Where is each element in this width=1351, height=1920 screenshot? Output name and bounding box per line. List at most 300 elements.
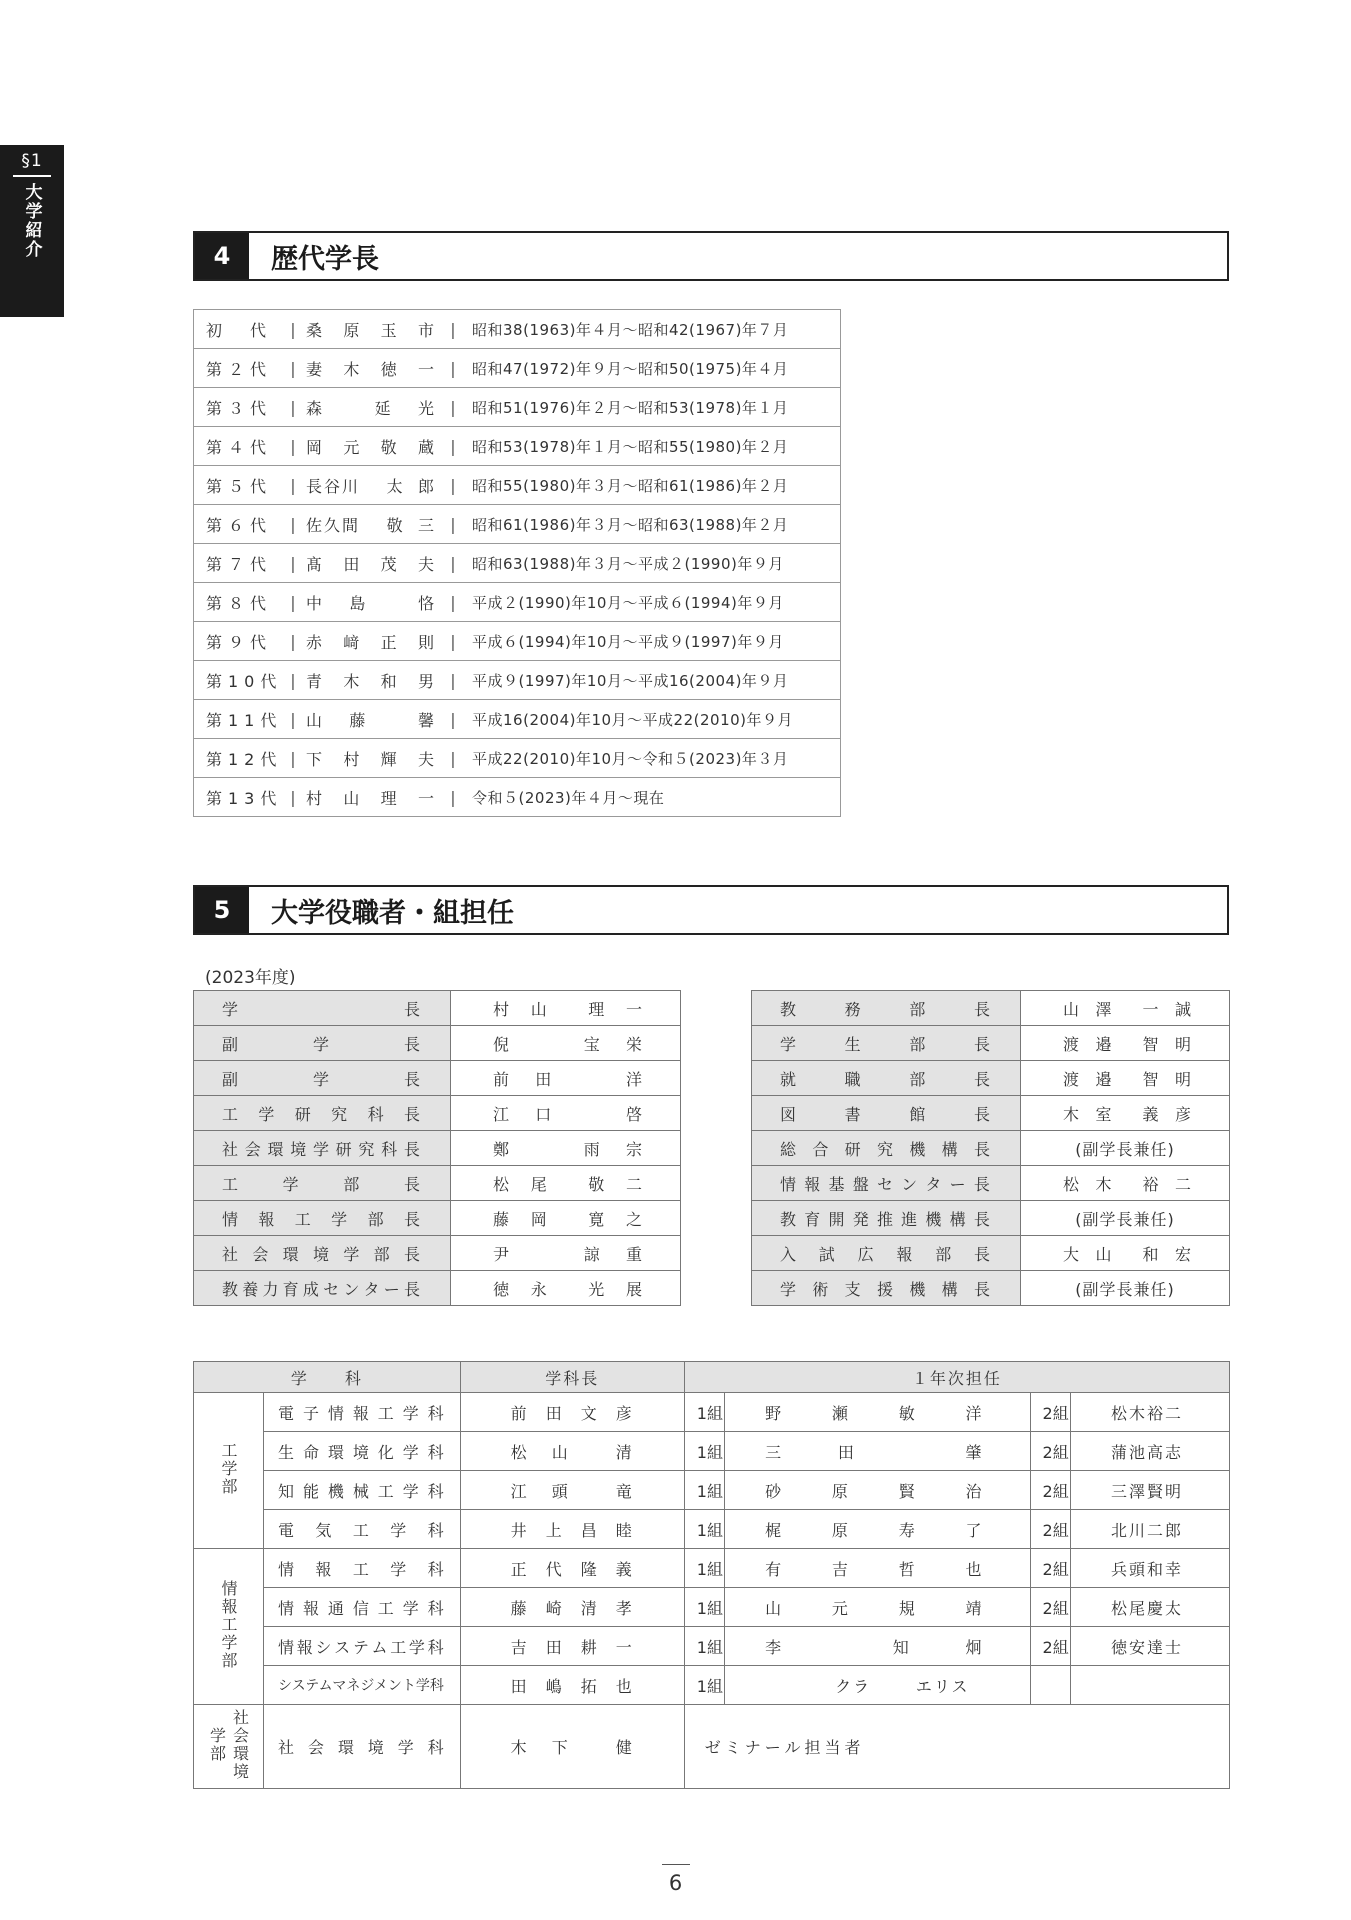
separator: | bbox=[286, 544, 300, 583]
officer-name bbox=[451, 1201, 681, 1236]
name-char: 子 bbox=[302, 1403, 321, 1423]
officer-role-text bbox=[780, 1277, 992, 1300]
name-char: 科 bbox=[427, 1403, 446, 1423]
name-char: 会 bbox=[252, 1244, 271, 1264]
officer-role bbox=[752, 1061, 1021, 1096]
name-char: 力 bbox=[262, 1279, 281, 1299]
name-char: 正 bbox=[380, 632, 399, 652]
name-char: 孝 bbox=[615, 1598, 634, 1618]
name-char: 電 bbox=[278, 1520, 297, 1540]
teacher-chars bbox=[765, 1401, 983, 1424]
separator: | bbox=[446, 427, 460, 466]
name-char: 男 bbox=[417, 671, 436, 691]
group-1-teacher bbox=[725, 1627, 1030, 1666]
officer-row bbox=[752, 1236, 1230, 1271]
group-2-label: 2組 bbox=[1030, 1627, 1070, 1666]
name-char: 副 bbox=[222, 1069, 241, 1089]
name-char: 敬 bbox=[588, 1174, 607, 1194]
group-1-label: 1組 bbox=[684, 1471, 724, 1510]
name-char: 和 bbox=[1146, 1559, 1165, 1579]
group-2-teacher bbox=[1070, 1510, 1229, 1549]
officer-role bbox=[194, 1236, 451, 1271]
name-char: 養 bbox=[242, 1279, 261, 1299]
name-char: 学 bbox=[402, 1442, 421, 1462]
president-order: 第６代 bbox=[194, 505, 287, 544]
president-row bbox=[194, 310, 841, 349]
name-char: 部 bbox=[935, 1244, 954, 1264]
department-name-text bbox=[278, 1735, 446, 1758]
name-char: 知 bbox=[892, 1637, 911, 1657]
group-2-teacher bbox=[1070, 1471, 1229, 1510]
name-char: 工 bbox=[352, 1559, 371, 1579]
name-char: 工 bbox=[222, 1104, 241, 1124]
department-name-text bbox=[278, 1479, 446, 1502]
separator: | bbox=[446, 388, 460, 427]
name-char: 副 bbox=[222, 1034, 241, 1054]
name-char: 開 bbox=[828, 1209, 847, 1229]
name-char: 化 bbox=[377, 1442, 396, 1462]
fiscal-year-note: (2023年度) bbox=[205, 968, 296, 988]
president-name-chars bbox=[306, 747, 446, 770]
name-char: 賢 bbox=[898, 1481, 917, 1501]
name-char: 科 bbox=[427, 1520, 446, 1540]
name-char: 推 bbox=[876, 1209, 895, 1229]
name-char: 気 bbox=[315, 1520, 334, 1540]
section-number: §1 bbox=[21, 151, 43, 171]
separator: | bbox=[286, 739, 300, 778]
president-name bbox=[300, 388, 446, 427]
name-char: 一 bbox=[1142, 999, 1161, 1019]
name-char: 尹 bbox=[493, 1244, 512, 1264]
officer-row bbox=[752, 1131, 1230, 1166]
officer-row bbox=[194, 1201, 681, 1236]
name-char: 信 bbox=[352, 1598, 371, 1618]
president-row bbox=[194, 583, 841, 622]
name-char: 長 bbox=[973, 1279, 992, 1299]
department-head-chars bbox=[511, 1635, 634, 1658]
name-char: 高 bbox=[1146, 1442, 1165, 1462]
name-char: 研 bbox=[335, 1139, 354, 1159]
name-char: 環 bbox=[327, 1442, 346, 1462]
teacher-chars bbox=[1111, 1518, 1183, 1541]
name-char: 木 bbox=[343, 671, 362, 691]
name-char: 士 bbox=[1164, 1637, 1183, 1657]
name-char: 髙 bbox=[306, 554, 325, 574]
name-char: 科 bbox=[427, 1559, 446, 1579]
name-char: 智 bbox=[1142, 1069, 1161, 1089]
name-char: 啓 bbox=[625, 1104, 644, 1124]
group-2-teacher bbox=[1070, 1549, 1229, 1588]
separator: | bbox=[286, 583, 300, 622]
departments-homeroom-table bbox=[193, 1361, 1230, 1789]
president-term: 昭和53(1978)年１月〜昭和55(1980)年２月 bbox=[460, 427, 841, 466]
name-char: 田 bbox=[545, 1403, 564, 1423]
name-char: 木 bbox=[1095, 1174, 1114, 1194]
group-2-label: 2組 bbox=[1030, 1549, 1070, 1588]
name-char: 大 bbox=[1063, 1244, 1082, 1264]
name-char: 藤 bbox=[349, 710, 368, 730]
name-char: ン bbox=[901, 1174, 920, 1194]
name-char: 教 bbox=[222, 1279, 241, 1299]
president-name bbox=[300, 661, 446, 700]
officer-name bbox=[451, 1236, 681, 1271]
name-char: 報 bbox=[302, 1598, 321, 1618]
name-char: 清 bbox=[580, 1598, 599, 1618]
officer-name bbox=[1021, 1236, 1230, 1271]
name-char: 諒 bbox=[583, 1244, 602, 1264]
name-char: 澤 bbox=[1095, 999, 1114, 1019]
name-char: 情 bbox=[222, 1209, 241, 1229]
name-char: 報 bbox=[296, 1637, 315, 1657]
group-1-teacher bbox=[725, 1393, 1030, 1432]
section-heading-title: 歴代学長 bbox=[271, 243, 379, 275]
name-char: 社 bbox=[222, 1244, 241, 1264]
name-char: 社 bbox=[278, 1738, 297, 1757]
department-head bbox=[460, 1627, 684, 1666]
group-2-teacher bbox=[1070, 1393, 1229, 1432]
name-char: 雨 bbox=[583, 1139, 602, 1159]
name-char: 澤 bbox=[1128, 1481, 1147, 1501]
name-char: 会 bbox=[307, 1738, 326, 1757]
group-1-teacher bbox=[725, 1510, 1030, 1549]
name-char: 究 bbox=[331, 1104, 350, 1124]
president-term: 昭和38(1963)年４月〜昭和42(1967)年７月 bbox=[460, 310, 841, 349]
name-char: 部 bbox=[367, 1209, 386, 1229]
officer-role bbox=[194, 991, 451, 1026]
name-char: 玉 bbox=[380, 320, 399, 340]
name-char: ー bbox=[949, 1174, 968, 1194]
name-char: 工 bbox=[377, 1598, 396, 1618]
name-char: 山 bbox=[765, 1598, 784, 1618]
separator: | bbox=[286, 661, 300, 700]
department-name bbox=[264, 1588, 461, 1627]
name-char: 頭 bbox=[1128, 1559, 1147, 1579]
officer-role-text bbox=[780, 1207, 992, 1230]
separator: | bbox=[286, 466, 300, 505]
separator: | bbox=[286, 427, 300, 466]
name-char: 工 bbox=[352, 1520, 371, 1540]
name-char: 発 bbox=[852, 1209, 871, 1229]
name-char: 松 bbox=[1110, 1598, 1129, 1618]
name-char: 北 bbox=[1110, 1520, 1129, 1540]
president-row bbox=[194, 700, 841, 739]
officer-role bbox=[752, 1096, 1021, 1131]
officer-name-chars bbox=[493, 1242, 644, 1265]
name-char: 書 bbox=[844, 1104, 863, 1124]
section-heading-presidents bbox=[193, 231, 1229, 281]
president-name bbox=[300, 349, 446, 388]
president-row bbox=[194, 388, 841, 427]
name-char: 砂 bbox=[765, 1481, 784, 1501]
name-char: 情 bbox=[278, 1598, 297, 1618]
name-char: 輝 bbox=[380, 749, 399, 769]
name-char: 森 bbox=[306, 398, 325, 418]
name-char: 知 bbox=[278, 1481, 297, 1501]
name-char: 械 bbox=[352, 1481, 371, 1501]
name-char: 機 bbox=[909, 1279, 928, 1299]
president-order: 第５代 bbox=[194, 466, 287, 505]
department-head-chars bbox=[511, 1518, 634, 1541]
name-char: 茂 bbox=[380, 554, 399, 574]
department-name bbox=[264, 1471, 461, 1510]
name-char: 境 bbox=[367, 1738, 386, 1757]
name-char: 田 bbox=[343, 554, 362, 574]
name-char: 原 bbox=[343, 320, 362, 340]
name-char: 報 bbox=[896, 1244, 915, 1264]
name-char: 恪 bbox=[417, 593, 436, 613]
group-2-teacher bbox=[1070, 1432, 1229, 1471]
president-order: 第８代 bbox=[194, 583, 287, 622]
officer-name bbox=[451, 1061, 681, 1096]
officer-role bbox=[194, 1271, 451, 1306]
name-char: 究 bbox=[876, 1139, 895, 1159]
president-name-chars bbox=[306, 669, 446, 692]
name-char: 一 bbox=[417, 359, 436, 379]
name-char: 命 bbox=[302, 1442, 321, 1462]
separator: | bbox=[286, 310, 300, 349]
name-char: 彦 bbox=[1174, 1104, 1193, 1124]
officer-name bbox=[451, 1271, 681, 1306]
name-char: エリス bbox=[915, 1676, 970, 1696]
name-char: 部 bbox=[909, 1069, 928, 1089]
name-char: 三 bbox=[417, 515, 436, 535]
name-char: 報 bbox=[804, 1174, 823, 1194]
officer-note: (副学長兼任) bbox=[1021, 1201, 1230, 1236]
president-row bbox=[194, 622, 841, 661]
name-char: 職 bbox=[844, 1069, 863, 1089]
officer-role bbox=[752, 991, 1021, 1026]
officer-role bbox=[752, 1166, 1021, 1201]
separator: | bbox=[286, 778, 300, 817]
name-char: 環 bbox=[337, 1738, 356, 1757]
officer-name-chars bbox=[493, 1172, 644, 1195]
president-term: 平成９(1997)年10月〜平成16(2004)年９月 bbox=[460, 661, 841, 700]
president-name-chars bbox=[306, 513, 446, 536]
president-order: 第11代 bbox=[194, 700, 287, 739]
name-char: 科 bbox=[427, 1637, 446, 1657]
department-name-text bbox=[278, 1401, 446, 1424]
president-name-chars bbox=[306, 708, 446, 731]
name-char: 竜 bbox=[615, 1481, 634, 1501]
officer-name bbox=[1021, 1026, 1230, 1061]
department-row bbox=[194, 1471, 1230, 1510]
name-char: 夫 bbox=[417, 749, 436, 769]
name-char: 光 bbox=[417, 398, 436, 418]
name-char: タ bbox=[363, 1279, 382, 1299]
name-char: 長 bbox=[403, 1104, 422, 1124]
faculty-label bbox=[194, 1393, 264, 1549]
department-head-chars bbox=[511, 1596, 634, 1619]
name-char: 有 bbox=[765, 1559, 784, 1579]
president-row bbox=[194, 349, 841, 388]
seminar-note: ゼミナール担当者 bbox=[684, 1705, 1229, 1789]
name-char: 下 bbox=[551, 1738, 570, 1757]
section-side-tab bbox=[0, 145, 64, 317]
group-1-label: 1組 bbox=[684, 1549, 724, 1588]
name-char: 村 bbox=[493, 999, 512, 1019]
department-row bbox=[194, 1432, 1230, 1471]
name-char: 学 bbox=[408, 1637, 427, 1657]
teacher-chars bbox=[1111, 1479, 1183, 1502]
department-row bbox=[194, 1510, 1230, 1549]
name-char: 拓 bbox=[580, 1676, 599, 1696]
officer-name-chars bbox=[493, 997, 644, 1020]
name-char: 重 bbox=[625, 1244, 644, 1264]
name-char: 山 bbox=[306, 710, 325, 730]
name-char: 科 bbox=[367, 1104, 386, 1124]
name-char: 究 bbox=[358, 1139, 377, 1159]
name-char: 山 bbox=[343, 788, 362, 808]
name-char: 学 bbox=[402, 1598, 421, 1618]
name-char: 則 bbox=[417, 632, 436, 652]
president-name bbox=[300, 427, 446, 466]
officer-name-chars bbox=[493, 1277, 644, 1300]
president-name-chars bbox=[306, 435, 446, 458]
name-char: 合 bbox=[812, 1139, 831, 1159]
officer-row bbox=[194, 1271, 681, 1306]
name-char: 長 bbox=[403, 999, 422, 1019]
name-char: テ bbox=[352, 1637, 371, 1657]
officer-row bbox=[752, 1201, 1230, 1236]
officer-row bbox=[194, 1236, 681, 1271]
teacher-chars bbox=[1111, 1635, 1183, 1658]
department-name bbox=[264, 1432, 461, 1471]
name-char: 妻 bbox=[306, 359, 325, 379]
officer-name-chars bbox=[493, 1032, 644, 1055]
separator: | bbox=[446, 778, 460, 817]
president-term: 平成６(1994)年10月〜平成９(1997)年９月 bbox=[460, 622, 841, 661]
name-char: 郎 bbox=[417, 476, 436, 496]
name-char: 寛 bbox=[588, 1209, 607, 1229]
name-char: 馨 bbox=[417, 710, 436, 730]
name-char: 進 bbox=[901, 1209, 920, 1229]
name-char: 社 bbox=[222, 1139, 241, 1159]
name-char: 義 bbox=[615, 1559, 634, 1579]
separator: | bbox=[286, 505, 300, 544]
name-char: 構 bbox=[941, 1279, 960, 1299]
name-char: 昌 bbox=[580, 1520, 599, 1540]
name-char: 敬 bbox=[386, 515, 405, 535]
name-char: 山 bbox=[530, 999, 549, 1019]
name-char: 学 bbox=[402, 1403, 421, 1423]
name-char: 機 bbox=[925, 1209, 944, 1229]
name-char: 尾 bbox=[530, 1174, 549, 1194]
page-number: 6 bbox=[668, 1871, 683, 1895]
name-char: 規 bbox=[898, 1598, 917, 1618]
name-char: 村 bbox=[306, 788, 325, 808]
group-2-teacher bbox=[1070, 1666, 1229, 1705]
name-char: ン bbox=[343, 1279, 362, 1299]
name-char: 二 bbox=[625, 1174, 644, 1194]
president-name bbox=[300, 739, 446, 778]
officer-row bbox=[194, 1131, 681, 1166]
department-head bbox=[460, 1471, 684, 1510]
officer-role-text bbox=[780, 1242, 992, 1265]
name-char: 環 bbox=[282, 1244, 301, 1264]
officer-role-text bbox=[222, 1102, 422, 1125]
name-char: 宝 bbox=[583, 1034, 602, 1054]
name-char: 梶 bbox=[765, 1520, 784, 1540]
separator: | bbox=[446, 661, 460, 700]
president-term: 令和５(2023)年４月〜現在 bbox=[460, 778, 841, 817]
faculty-label bbox=[194, 1705, 264, 1789]
name-char: クラ bbox=[835, 1676, 872, 1696]
name-char: 赤 bbox=[306, 632, 325, 652]
separator: | bbox=[286, 349, 300, 388]
president-order: 第９代 bbox=[194, 622, 287, 661]
name-char: 学 bbox=[402, 1481, 421, 1501]
name-char: 生 bbox=[844, 1034, 863, 1054]
department-row bbox=[194, 1549, 1230, 1588]
name-char: 郎 bbox=[1164, 1520, 1183, 1540]
name-char: 義 bbox=[1142, 1104, 1161, 1124]
group-1-label: 1組 bbox=[684, 1510, 724, 1549]
separator: | bbox=[446, 583, 460, 622]
president-order: 第７代 bbox=[194, 544, 287, 583]
name-char: 口 bbox=[535, 1104, 554, 1124]
name-char: 情 bbox=[278, 1559, 297, 1579]
page-number-rule bbox=[662, 1864, 690, 1865]
teacher-chars bbox=[765, 1557, 983, 1580]
name-char: 室 bbox=[1095, 1104, 1114, 1124]
name-char: 部 bbox=[909, 999, 928, 1019]
name-char: 会 bbox=[244, 1139, 263, 1159]
name-char: 学 bbox=[343, 1244, 362, 1264]
name-char: 松 bbox=[510, 1442, 529, 1462]
name-char: 研 bbox=[294, 1104, 313, 1124]
name-char: 桑 bbox=[306, 320, 325, 340]
separator: | bbox=[446, 310, 460, 349]
president-name-chars bbox=[306, 474, 446, 497]
teacher-chars bbox=[835, 1674, 969, 1697]
president-name-chars bbox=[306, 786, 446, 809]
separator: | bbox=[446, 544, 460, 583]
teacher-chars bbox=[765, 1440, 983, 1463]
name-char: 松 bbox=[1063, 1174, 1082, 1194]
name-char: 藤 bbox=[493, 1209, 512, 1229]
department-row bbox=[194, 1705, 1230, 1789]
name-char: 松 bbox=[1110, 1403, 1129, 1423]
officer-name bbox=[451, 991, 681, 1026]
name-char: 図 bbox=[780, 1104, 799, 1124]
officer-name-chars bbox=[1063, 1102, 1193, 1125]
group-2-label: 2組 bbox=[1030, 1432, 1070, 1471]
name-char: 文 bbox=[580, 1403, 599, 1423]
department-head-chars bbox=[511, 1440, 634, 1463]
name-char: 裕 bbox=[1142, 1174, 1161, 1194]
name-char: 正 bbox=[510, 1559, 529, 1579]
name-char: 報 bbox=[352, 1403, 371, 1423]
officer-role-text bbox=[222, 1067, 422, 1090]
header-homeroom: １年次担任 bbox=[684, 1362, 1229, 1393]
section-heading-officers bbox=[193, 885, 1229, 935]
name-char: 敬 bbox=[380, 437, 399, 457]
name-char: 隆 bbox=[580, 1559, 599, 1579]
officer-row bbox=[194, 1166, 681, 1201]
officer-role-text bbox=[780, 1172, 992, 1195]
faculty-label bbox=[194, 1549, 264, 1705]
name-char: 報 bbox=[315, 1559, 334, 1579]
name-char: 育 bbox=[282, 1279, 301, 1299]
name-char: 徳 bbox=[1110, 1637, 1129, 1657]
department-name bbox=[264, 1510, 461, 1549]
president-order: 第12代 bbox=[194, 739, 287, 778]
name-char: 盤 bbox=[852, 1174, 871, 1194]
name-char: 長 bbox=[403, 1209, 422, 1229]
teacher-chars bbox=[765, 1596, 983, 1619]
president-name bbox=[300, 505, 446, 544]
name-char: 学 bbox=[397, 1738, 416, 1757]
